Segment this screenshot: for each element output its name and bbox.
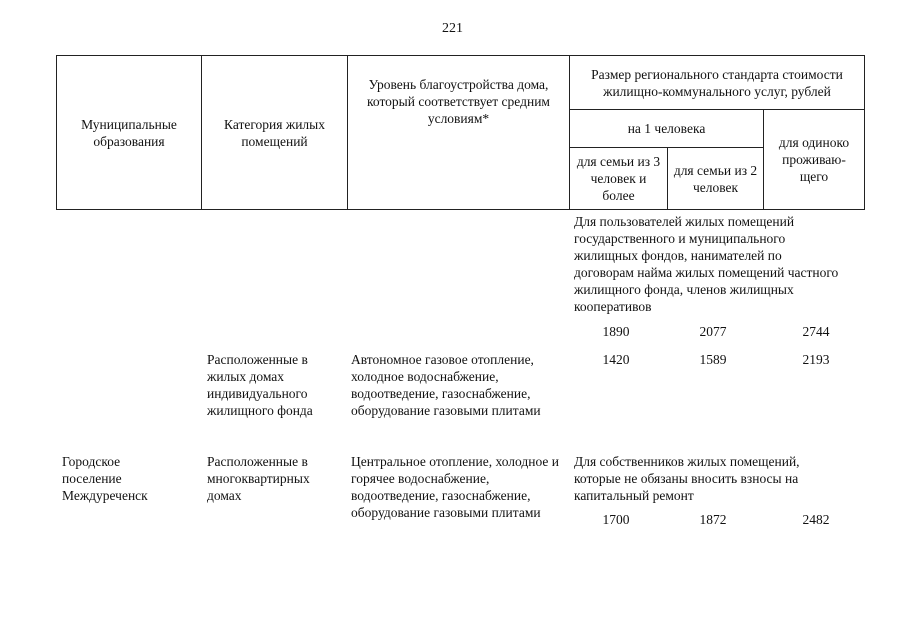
header-municipality: Муниципальные образования: [57, 56, 202, 210]
row1-note: Для пользователей жилых помещений государственного и муниципального жилищных фондов, нанимателей по договорам найма жилых помещений частного жилищного фонда, членов жилищных кооперативов: [574, 214, 839, 314]
row2-value-single: 2193: [802, 352, 830, 367]
row2-level: Автономное газовое отопление, холодное водоснабжение, водоотведение, газоснабжение, оборудование газовыми плитами: [351, 352, 541, 418]
header-single: для одиноко проживаю-щего: [764, 110, 865, 210]
header-standard: Размер регионального стандарта стоимости жилищно-коммунального услуг, рублей: [570, 56, 865, 110]
row1-value-family2: 2077: [699, 324, 727, 339]
header-family2: для семьи из 2 человек: [668, 148, 764, 210]
page-number: 221: [442, 21, 463, 36]
row2-value-family3: 1420: [602, 352, 630, 367]
header-family3: для семьи из 3 человек и более: [570, 148, 668, 210]
header-level: Уровень благоустройства дома, который соответствует средним условиям*: [348, 56, 570, 210]
row1-value-single: 2744: [802, 324, 830, 339]
row3-category: Расположенные в многоквартирных домах: [207, 454, 310, 503]
row3-value-family3: 1700: [602, 512, 630, 527]
row1-value-family3: 1890: [602, 324, 630, 339]
row3-value-single: 2482: [802, 512, 830, 527]
row2-category: Расположенные в жилых домах индивидуального жилищного фонда: [207, 352, 313, 418]
row3-level: Центральное отопление, холодное и горячее водоснабжение, водоотведение, газоснабжение, оборудование газовыми плитами: [351, 454, 559, 520]
table-header: [56, 55, 865, 210]
row3-note: Для собственников жилых помещений, которые не обязаны вносить взносы на капитальный ремонт: [574, 454, 800, 503]
header-per-person: на 1 человека: [570, 110, 764, 148]
row2-value-family2: 1589: [699, 352, 727, 367]
row3-value-family2: 1872: [699, 512, 727, 527]
row3-municipality: Городское поселение Междуреченск: [62, 454, 148, 503]
header-category: Категория жилых помещений: [202, 56, 348, 210]
